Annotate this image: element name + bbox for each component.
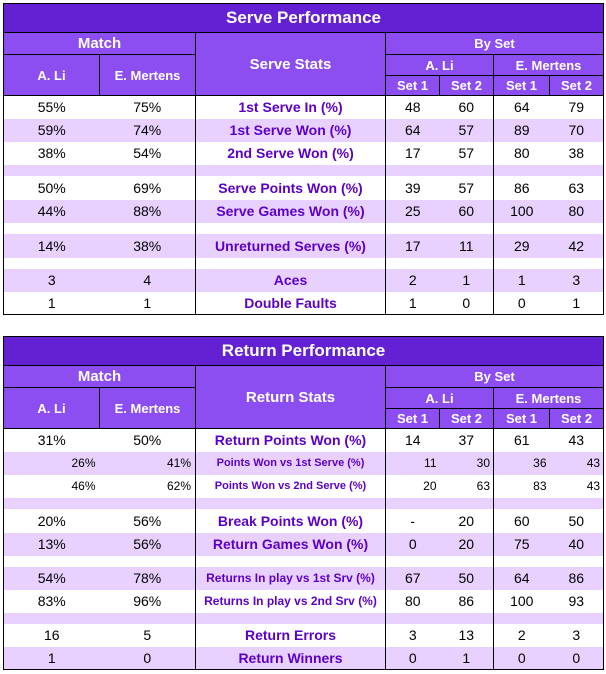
stat-label: Return Games Won (%) — [196, 533, 386, 556]
set2-header: Set 2 — [550, 76, 604, 96]
set-value: 67 — [404, 570, 421, 586]
p1-value: 44% — [4, 200, 100, 223]
set-value: 30 — [440, 452, 494, 475]
table-row — [4, 200, 604, 223]
table-row — [4, 452, 604, 475]
stat-label: Return Points Won (%) — [196, 429, 386, 452]
player2-header: E. Mertens — [100, 55, 196, 96]
return-stats-header: Return Stats — [196, 366, 386, 429]
spacer-row — [4, 498, 604, 509]
p1-value: 1 — [4, 647, 100, 670]
set-value: 1 — [440, 269, 494, 292]
table-row — [4, 624, 604, 647]
set2-header: Set 2 — [440, 409, 494, 429]
player1-set-header: A. Li — [386, 55, 494, 76]
set-value: 63 — [550, 176, 604, 200]
set-value: 25 — [404, 203, 421, 219]
set-value: 43 — [550, 475, 604, 498]
set-value: 38 — [550, 142, 604, 165]
table-row — [4, 234, 604, 258]
p2-value: 38% — [100, 234, 196, 258]
p2-value: 62% — [100, 475, 196, 498]
table-row — [4, 647, 604, 670]
p1-value: 59% — [4, 119, 100, 142]
set-value: 43 — [550, 429, 604, 452]
set-value: 64 — [513, 99, 530, 116]
set-value: 0 — [494, 292, 550, 315]
set-value: 60 — [513, 512, 530, 529]
p1-value: 38% — [4, 142, 100, 165]
stat-label: Returns In play vs 1st Srv (%) — [196, 567, 386, 590]
player1-set-header: A. Li — [386, 388, 494, 409]
set-value: 83 — [533, 479, 547, 493]
p1-value: 55% — [4, 96, 100, 119]
p2-value: 54% — [100, 142, 196, 165]
set2-header: Set 2 — [550, 409, 604, 429]
p2-value: 69% — [100, 176, 196, 200]
stat-label: Points Won vs 2nd Serve (%) — [196, 475, 386, 498]
table-row — [4, 119, 604, 142]
set2-header: Set 2 — [440, 76, 494, 96]
p2-value: 96% — [100, 590, 196, 613]
set-value: 20 — [440, 533, 494, 556]
set-value: 17 — [404, 237, 421, 254]
stat-label: Serve Points Won (%) — [196, 176, 386, 200]
set-value: 1 — [550, 292, 604, 315]
set-value: 3 — [550, 269, 604, 292]
set-value: 0 — [440, 292, 494, 315]
p2-value: 41% — [100, 452, 196, 475]
set-value: 13 — [440, 624, 494, 647]
p1-value: 3 — [4, 269, 100, 292]
match-header: Match — [4, 366, 196, 388]
set-value: 100 — [510, 593, 534, 609]
set-value: 79 — [550, 96, 604, 119]
set-value: 0 — [550, 647, 604, 670]
set-value: 86 — [513, 179, 530, 196]
set-value: 60 — [440, 200, 494, 223]
spacer-row — [4, 223, 604, 234]
set-value: 93 — [550, 590, 604, 613]
set1-header: Set 1 — [494, 76, 550, 96]
p2-value: 88% — [100, 200, 196, 223]
stat-label: 2nd Serve Won (%) — [196, 142, 386, 165]
p1-value: 54% — [4, 567, 100, 590]
spacer-row — [4, 165, 604, 176]
stat-label: Unreturned Serves (%) — [196, 234, 386, 258]
spacer-row — [4, 258, 604, 269]
p2-value: 5 — [100, 624, 196, 647]
set-value: 3 — [550, 624, 604, 647]
set-value: 0 — [494, 647, 550, 670]
player2-set-header: E. Mertens — [494, 388, 604, 409]
set-value: 43 — [550, 452, 604, 475]
table-row — [4, 292, 604, 315]
stat-label: Points Won vs 1st Serve (%) — [196, 452, 386, 475]
set-value: 1 — [440, 647, 494, 670]
table-row — [4, 509, 604, 533]
set-value: 50 — [550, 509, 604, 533]
spacer-row — [4, 613, 604, 624]
set-value: 70 — [550, 119, 604, 142]
set-value: 50 — [440, 567, 494, 590]
stat-label: Returns In play vs 2nd Srv (%) — [196, 590, 386, 613]
set-value: 17 — [404, 145, 421, 161]
set-value: 64 — [404, 122, 421, 138]
table-row — [4, 429, 604, 452]
set-value: 48 — [404, 99, 421, 116]
set1-header: Set 1 — [386, 76, 440, 96]
set-value: 86 — [550, 567, 604, 590]
set-value: 2 — [408, 272, 417, 288]
set1-header: Set 1 — [386, 409, 440, 429]
player2-set-header: E. Mertens — [494, 55, 604, 76]
set-value: 29 — [513, 237, 530, 254]
p1-value: 50% — [4, 176, 100, 200]
table-row — [4, 269, 604, 292]
serve-title: Serve Performance — [4, 4, 604, 33]
p1-value: 83% — [4, 590, 100, 613]
set-value: 3 — [408, 627, 417, 643]
return-title: Return Performance — [4, 337, 604, 366]
set-value: 11 — [440, 234, 494, 258]
set-value: 100 — [510, 203, 534, 219]
set-value: 57 — [440, 119, 494, 142]
p1-value: 46% — [4, 475, 100, 498]
table-row — [4, 475, 604, 498]
stat-label: Aces — [196, 269, 386, 292]
p1-value: 13% — [4, 533, 100, 556]
set-value: 11 — [424, 456, 437, 470]
set-value: 60 — [440, 96, 494, 119]
set-value: 57 — [440, 176, 494, 200]
set-value: 2 — [517, 627, 526, 643]
stat-label: Break Points Won (%) — [196, 509, 386, 533]
stat-label: 1st Serve In (%) — [196, 96, 386, 119]
set-value: 39 — [404, 179, 421, 196]
p2-value: 1 — [100, 292, 196, 315]
set-value: 42 — [550, 234, 604, 258]
p1-value: 1 — [4, 292, 100, 315]
by-set-header: By Set — [386, 33, 604, 55]
p2-value: 4 — [100, 269, 196, 292]
match-header: Match — [4, 33, 196, 55]
set-value: 75 — [513, 536, 530, 552]
set-value: 89 — [513, 122, 530, 138]
p1-value: 20% — [4, 509, 100, 533]
set-value: 80 — [550, 200, 604, 223]
set-value: 0 — [408, 536, 417, 552]
p1-value: 16 — [4, 624, 100, 647]
set-value: 1 — [386, 292, 440, 315]
table-row — [4, 567, 604, 590]
table-row — [4, 533, 604, 556]
set-value: 63 — [440, 475, 494, 498]
set-value: 80 — [513, 145, 530, 161]
table-row — [4, 96, 604, 119]
p1-value: 14% — [4, 234, 100, 258]
set-value: 36 — [533, 456, 547, 470]
set-value: 86 — [440, 590, 494, 613]
set-value: 14 — [404, 432, 421, 449]
p2-value: 0 — [100, 647, 196, 670]
stat-label: Serve Games Won (%) — [196, 200, 386, 223]
p2-value: 56% — [100, 509, 196, 533]
set-value: 80 — [404, 593, 421, 609]
set-value: 37 — [440, 429, 494, 452]
serve-performance-table — [3, 3, 603, 315]
table-row — [4, 142, 604, 165]
set-value: 57 — [440, 142, 494, 165]
p2-value: 56% — [100, 533, 196, 556]
p2-value: 74% — [100, 119, 196, 142]
set-value: 64 — [513, 570, 530, 586]
p2-value: 75% — [100, 96, 196, 119]
player1-header: A. Li — [4, 388, 100, 429]
player1-header: A. Li — [4, 55, 100, 96]
spacer-row — [4, 556, 604, 567]
player2-header: E. Mertens — [100, 388, 196, 429]
serve-stats-header: Serve Stats — [196, 33, 386, 96]
p2-value: 50% — [100, 429, 196, 452]
stat-label: Return Errors — [196, 624, 386, 647]
set-value: 20 — [440, 509, 494, 533]
table-row — [4, 176, 604, 200]
set-value: 20 — [423, 479, 437, 493]
set-value: - — [410, 512, 416, 529]
p2-value: 78% — [100, 567, 196, 590]
set1-header: Set 1 — [494, 409, 550, 429]
stat-label: Double Faults — [196, 292, 386, 315]
return-performance-table — [3, 336, 603, 670]
set-value: 61 — [513, 432, 530, 449]
set-value: 1 — [517, 272, 526, 288]
by-set-header: By Set — [386, 366, 604, 388]
stat-label: Return Winners — [196, 647, 386, 670]
p1-value: 26% — [4, 452, 100, 475]
set-value: 0 — [386, 647, 440, 670]
p1-value: 31% — [4, 429, 100, 452]
set-value: 40 — [550, 533, 604, 556]
table-row — [4, 590, 604, 613]
stat-label: 1st Serve Won (%) — [196, 119, 386, 142]
